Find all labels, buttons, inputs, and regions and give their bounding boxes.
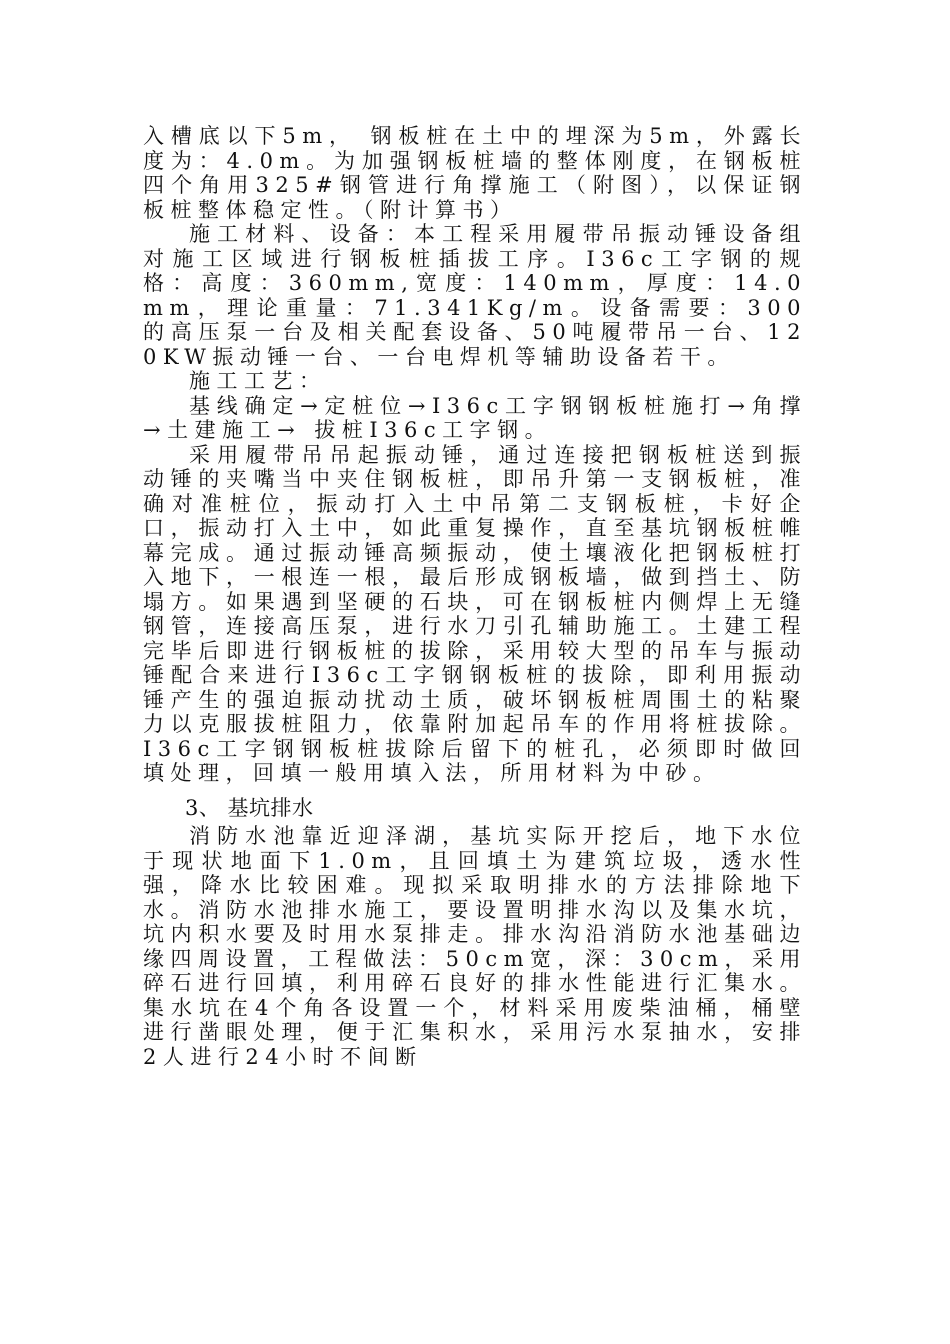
paragraph-excavation-depth: 入槽底以下5m， 钢板桩在土中的埋深为5m，外露长度为：4.0m。为加强钢板桩墙的整体刚度，在钢板桩四个角用325#钢管进行角撑施工（附图），以保证钢板桩整体稳定性。（附计算书） [143, 124, 807, 222]
paragraph-process-heading: 施工工艺： [189, 369, 327, 393]
paragraph-drainage: 消防水池靠近迎泽湖，基坑实际开挖后，地下水位于现状地面下1.0m，且回填土为建筑垃圾，透水性强，降水比较困难。现拟采取明排水的方法排除地下水。消防水池排水施工，要设置明排水沟以及集水坑，坑内积水要及时用水泵排走。排水沟沿消防水池基础边缘四周设置，工程做法：50cm宽，深：30cm，采用碎石进行回填，利用碎石良好的排水性能进行汇集水。集水坑在4个角各设置一个，材料采用废柴油桶，桶壁进行凿眼处理，便于汇集积水，采用污水泵抽水，安排2人进行24小时不间断 [143, 824, 807, 1069]
paragraph-construction-method: 采用履带吊吊起振动锤，通过连接把钢板桩送到振动锤的夹嘴当中夹住钢板桩，即吊升第一支钢板桩，准确对准桩位，振动打入土中吊第二支钢板桩，卡好企口，振动打入土中，如此重复操作，直至基坑钢板桩帷幕完成。通过振动锤高频振动，使土壤液化把钢板桩打入地下，一根连一根，最后形成钢板墙，做到挡土、防塌方。如果遇到坚硬的石块，可在钢板桩内侧焊上无缝钢管，连接高压泵，进行水刀引孔辅助施工。土建工程完毕后即进行钢板桩的拔除，采用较大型的吊车与振动锤配合来进行I36c工字钢钢板桩的拔除，即利用振动锤产生的强迫振动扰动土质，破坏钢板桩周围土的粘聚力以克服拔桩阻力，依靠附加起吊车的作用将桩拔除。I36c工字钢钢板桩拔除后留下的桩孔，必须即时做回填处理，回填一般用填入法，所用材料为中砂。 [143, 442, 807, 785]
document-body [143, 124, 807, 1069]
paragraph-process-flow: 基线确定→定桩位→I36c工字钢钢板桩施打→角撑 →土建施工→ 拔桩I36c工字钢。 [143, 393, 807, 442]
section-heading-drainage: 3、 基坑排水 [185, 795, 314, 820]
paragraph-materials-equipment: 施工材料、设备：本工程采用履带吊振动锤设备组对施工区域进行钢板桩插拔工序。I36c工字钢的规格：高度：360mm,宽度：140mm，厚度：14.0mm，理论重量：71.341Kg/m。设备需要：300的高压泵一台及相关配套设备、50吨履带吊一台、120KW振动锤一台、一台电焊机等辅助设备若干。 [143, 222, 807, 369]
